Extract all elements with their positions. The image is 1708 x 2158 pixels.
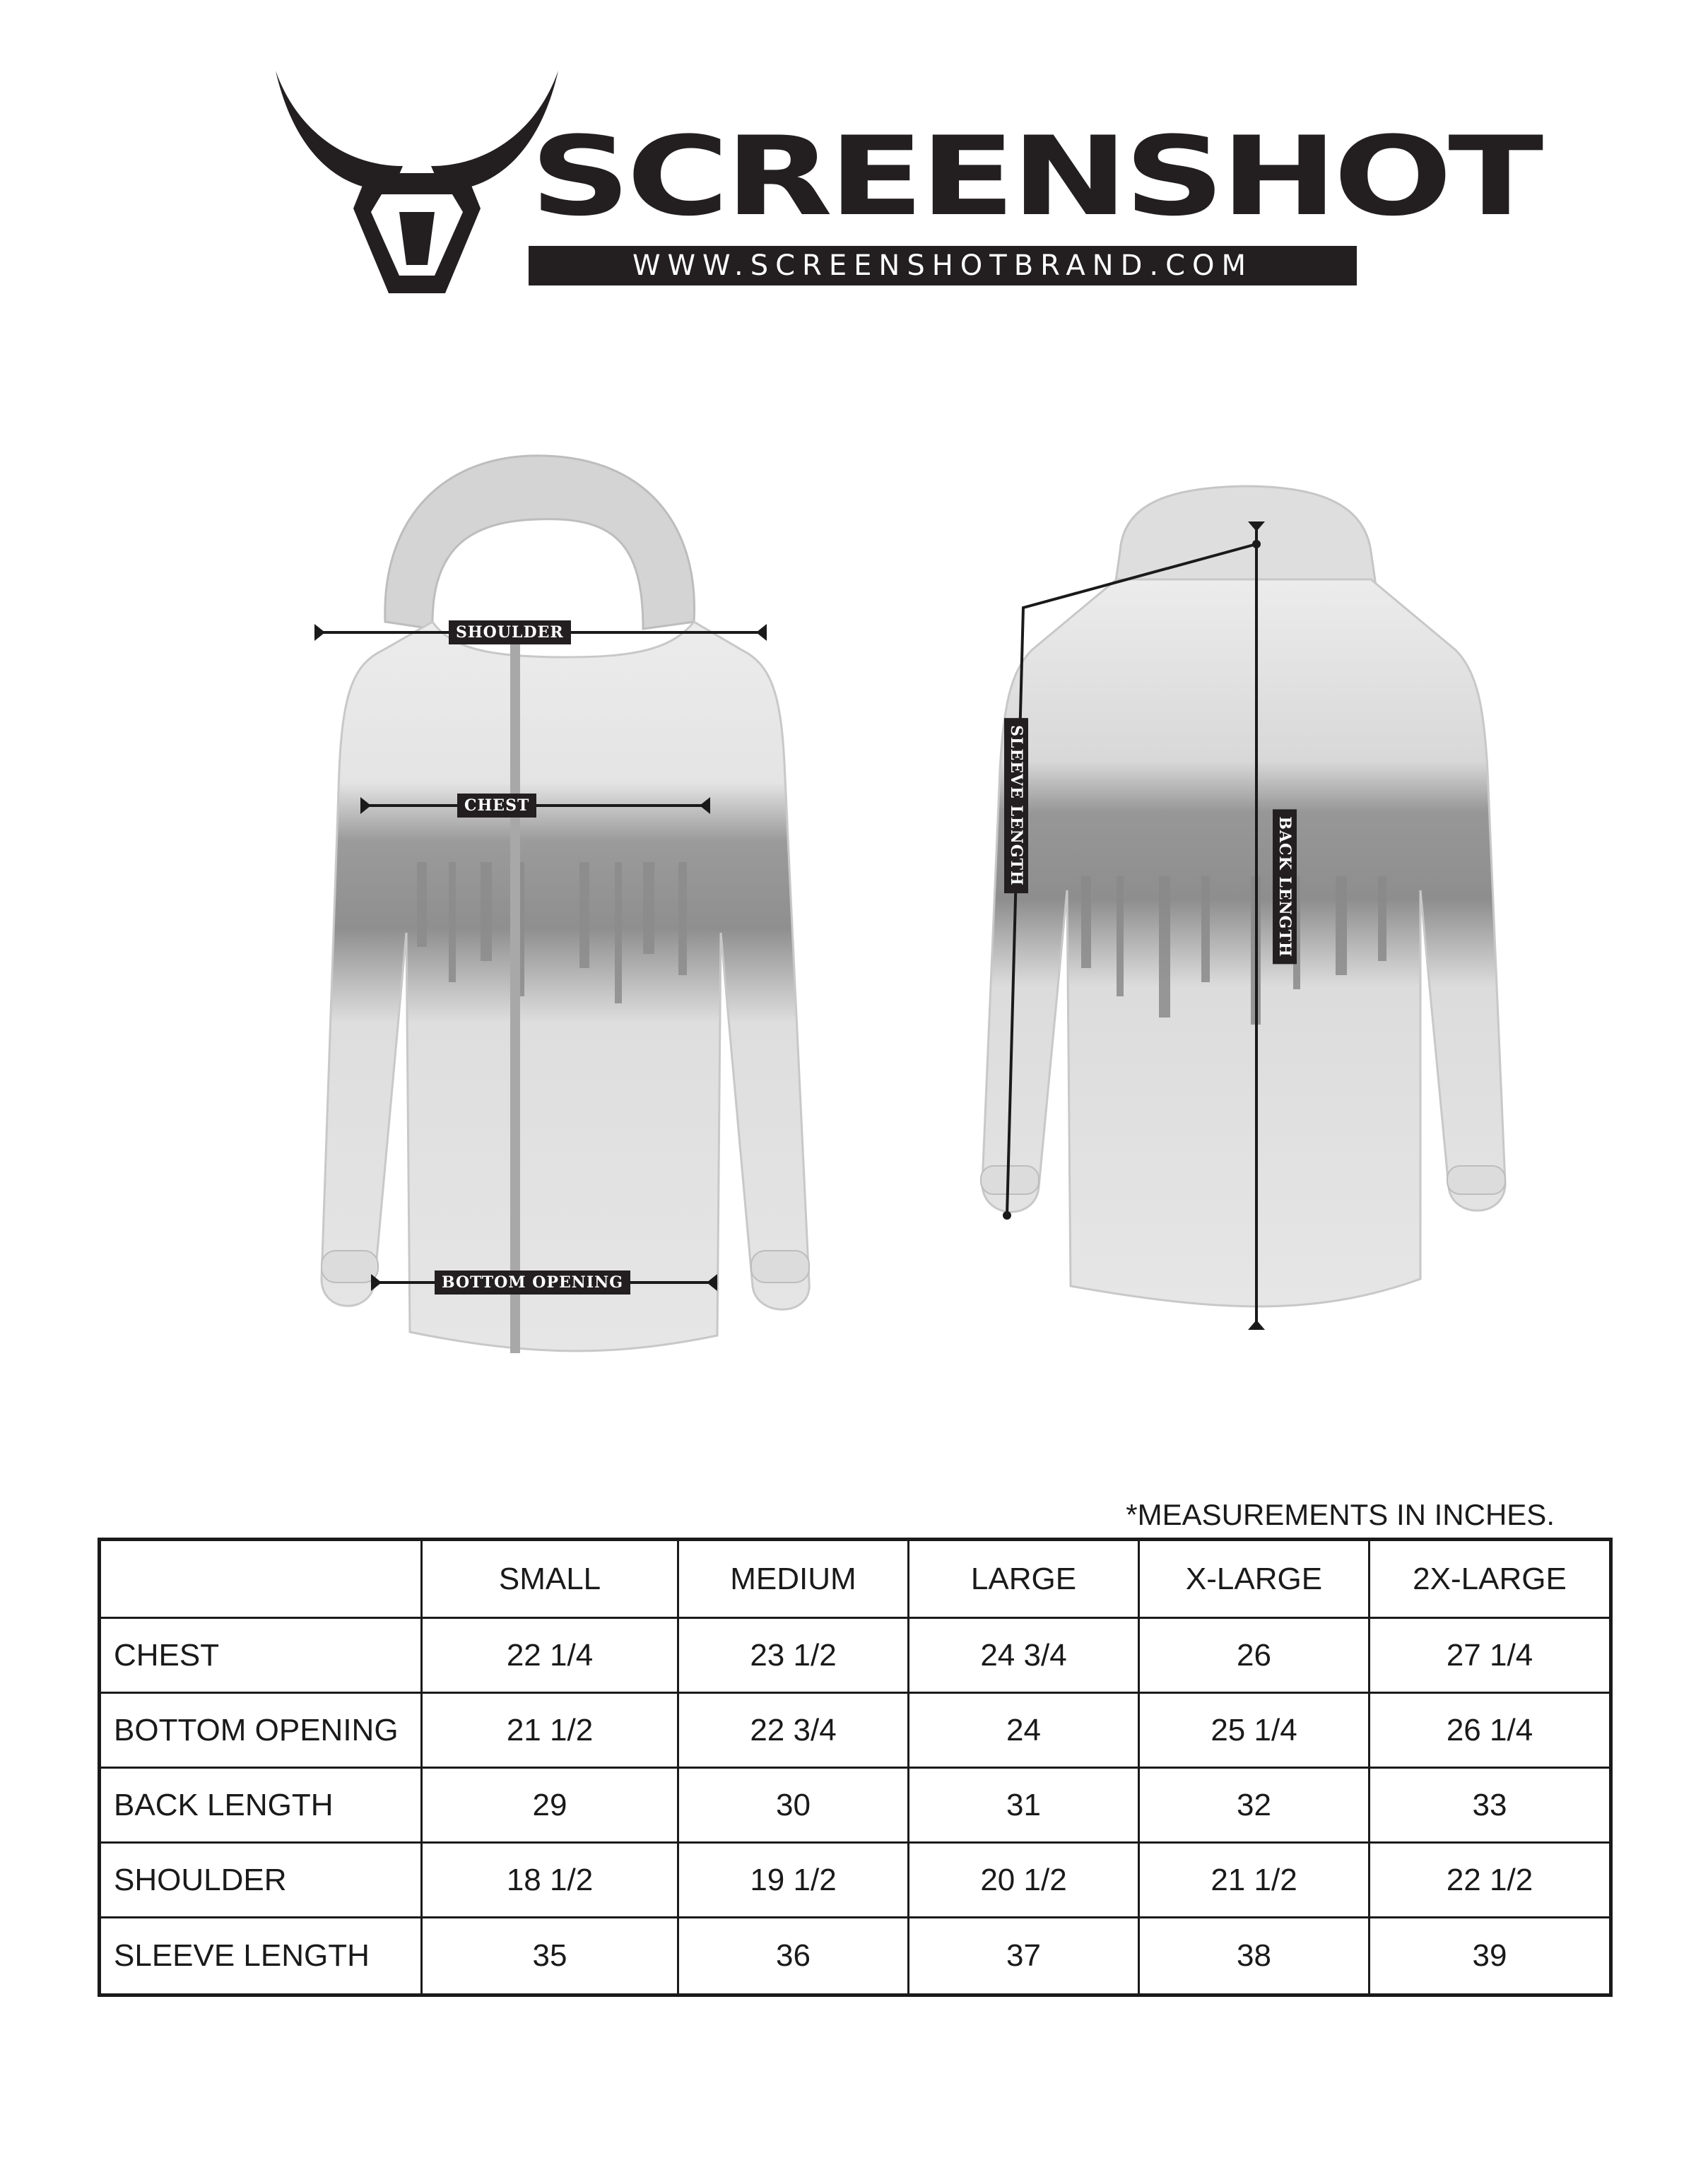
table-row <box>101 1769 1609 1844</box>
table-row <box>101 1918 1609 1993</box>
header-cell-small: SMALL <box>423 1541 679 1617</box>
table-cell: 35 <box>423 1918 679 1993</box>
table-row <box>101 1694 1609 1769</box>
row-label: SLEEVE LENGTH <box>101 1918 423 1993</box>
shoulder-label: SHOULDER <box>449 620 571 644</box>
table-cell: 24 <box>909 1694 1140 1767</box>
table-cell: 36 <box>679 1918 909 1993</box>
back-length-label: BACK LENGTH <box>1273 809 1297 964</box>
header-cell-large: LARGE <box>909 1541 1140 1617</box>
row-label: CHEST <box>101 1619 423 1692</box>
units-note: *MEASUREMENTS IN INCHES. <box>1126 1498 1555 1531</box>
table-cell: 25 1/4 <box>1140 1694 1370 1767</box>
brand-name: SCREENSHOT <box>530 112 1540 240</box>
table-cell: 37 <box>909 1918 1140 1993</box>
jacket-front-illustration <box>247 438 848 1371</box>
bottom-opening-label: BOTTOM OPENING <box>435 1270 630 1295</box>
table-cell: 24 3/4 <box>909 1619 1140 1692</box>
header-cell-x-large: X-LARGE <box>1140 1541 1370 1617</box>
table-cell: 26 <box>1140 1619 1370 1692</box>
table-cell: 22 1/4 <box>423 1619 679 1692</box>
bull-head-logo-icon <box>269 67 565 300</box>
jacket-front-view <box>247 438 848 1371</box>
table-cell: 18 1/2 <box>423 1844 679 1916</box>
row-label: BACK LENGTH <box>101 1769 423 1841</box>
jacket-back-illustration <box>947 438 1533 1371</box>
table-cell: 33 <box>1472 1787 1507 1822</box>
header-cell-blank <box>101 1541 423 1617</box>
table-cell: 22 3/4 <box>679 1694 909 1767</box>
size-chart-table <box>98 1538 1613 1997</box>
chest-label: CHEST <box>457 794 536 818</box>
table-row <box>101 1619 1609 1694</box>
table-cell: 23 1/2 <box>679 1619 909 1692</box>
table-cell: 19 1/2 <box>679 1844 909 1916</box>
table-cell: 22 1/2 <box>1446 1862 1533 1897</box>
table-cell: 21 1/2 <box>1140 1844 1370 1916</box>
table-cell: 31 <box>909 1769 1140 1841</box>
table-row <box>101 1844 1609 1918</box>
table-header-row <box>101 1541 1609 1619</box>
row-label: SHOULDER <box>101 1844 423 1916</box>
brand-url[interactable]: WWW.SCREENSHOTBRAND.COM <box>529 246 1357 285</box>
header-cell-medium: MEDIUM <box>679 1541 909 1617</box>
jacket-back-view <box>947 438 1533 1371</box>
sleeve-length-label: SLEEVE LENGTH <box>1004 718 1028 893</box>
row-label: BOTTOM OPENING <box>101 1694 423 1767</box>
table-cell: 26 1/4 <box>1446 1712 1533 1747</box>
table-cell: 38 <box>1140 1918 1370 1993</box>
header-cell-2x-large: 2X-LARGE <box>1413 1561 1567 1596</box>
table-cell: 32 <box>1140 1769 1370 1841</box>
table-cell: 30 <box>679 1769 909 1841</box>
table-cell: 20 1/2 <box>909 1844 1140 1916</box>
table-cell: 21 1/2 <box>423 1694 679 1767</box>
table-cell: 39 <box>1472 1938 1507 1973</box>
table-cell: 29 <box>423 1769 679 1841</box>
table-cell: 27 1/4 <box>1446 1637 1533 1673</box>
